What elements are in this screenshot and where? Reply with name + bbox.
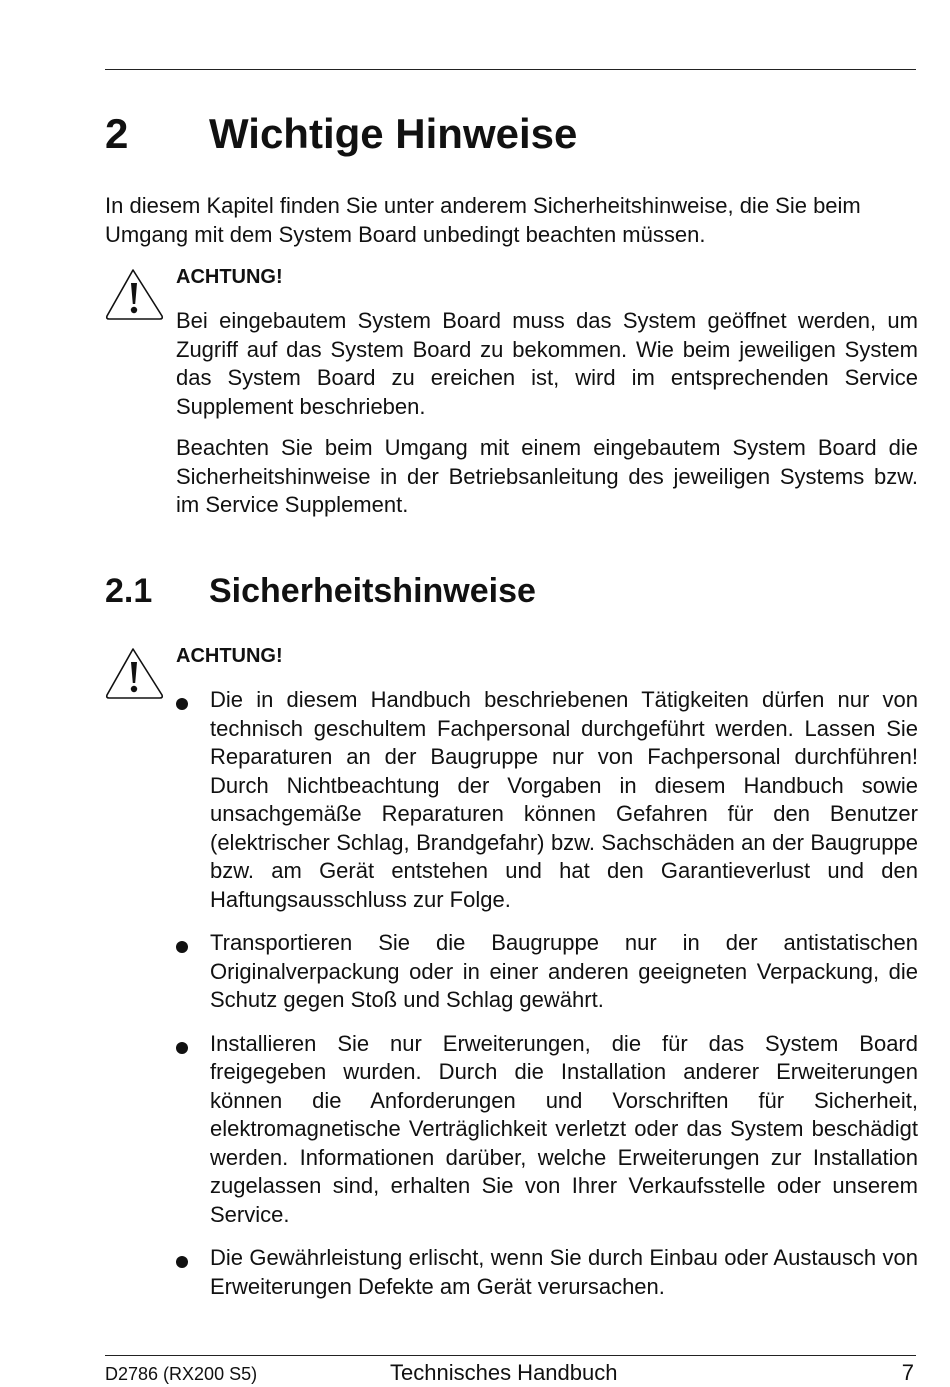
footer-rule bbox=[105, 1355, 916, 1356]
page-number: 7 bbox=[901, 1360, 914, 1385]
bullet-text: Transportieren Sie die Baugruppe nur in der antistatischen Originalverpackung oder in einer anderen geeigneten Verpackung, die Schutz gegen Stoß und Schlag gewährt. bbox=[210, 930, 918, 1012]
footer-title: Technisches Handbuch bbox=[390, 1360, 618, 1385]
warning-label: ACHTUNG! bbox=[176, 645, 283, 667]
warning-triangle-icon bbox=[104, 645, 164, 701]
chapter-number: 2 bbox=[105, 110, 129, 157]
list-item bbox=[176, 1030, 918, 1230]
bullet-icon bbox=[176, 1256, 188, 1268]
section-title bbox=[105, 570, 536, 612]
list-item bbox=[176, 686, 918, 914]
footer-model: D2786 (RX200 S5) bbox=[105, 1364, 258, 1384]
bullet-text: Die in diesem Handbuch beschriebenen Tätigkeiten dürfen nur von technisch geschultem Fachpersonal durchgeführt werden. Lassen Sie Reparaturen an der Baugruppe nur von Fachpersonal durchführen! Durch Nichtbeachtung der Vorgaben in diesem Handbuch sowie unsachgemäße Reparaturen können Gefahren für den Benutzer (elektrischer Schlag, Brandgefahr) bzw. Sachschäden an der Baugruppe bzw. am Gerät entstehen und hat den Garantieverlust und den Haftungsausschluss zur Folge. bbox=[210, 687, 918, 912]
bullet-icon bbox=[176, 1042, 188, 1054]
section-title-text: Sicherheitshinweise bbox=[209, 572, 536, 610]
bullet-text: Installieren Sie nur Erweiterungen, die für das System Board freigegeben wurden. Durch die Installation anderer Erweiterungen können die Anforderungen und Vorschriften für Sicherheit, elektromagnetische Verträglichkeit verletzt oder das System beschädigt werden. Informationen darüber, welche Erweiterungen zur Installation zugelassen sind, erhalten Sie von Ihrer Verkaufsstelle oder unserem Service. bbox=[210, 1030, 918, 1227]
bullet-icon bbox=[176, 941, 188, 953]
section-number: 2.1 bbox=[105, 572, 153, 610]
warning-triangle-icon bbox=[104, 266, 164, 322]
chapter-intro: In diesem Kapitel finden Sie unter anderem Sicherheitshinweise, die Sie beim Umgang mit dem System Board unbedingt beachten müssen. bbox=[105, 193, 861, 247]
list-item bbox=[176, 929, 918, 1015]
chapter-title bbox=[105, 108, 577, 160]
warning-paragraph: Bei eingebautem System Board muss das System geöffnet werden, um Zugriff auf das System Board zu bekommen. Wie beim jeweiligen System das System Board zu ereichen ist, wird im entsprechenden Service Supplement beschrieben. bbox=[176, 308, 918, 419]
header-rule bbox=[105, 69, 916, 70]
list-item bbox=[176, 1244, 918, 1301]
warning-paragraph: Beachten Sie beim Umgang mit einem eingebautem System Board die Sicherheitshinweise in der Betriebsanleitung des jeweiligen Systems bzw. im Service Supplement. bbox=[176, 435, 918, 517]
safety-bullet-list bbox=[176, 686, 918, 1316]
bullet-text: Die Gewährleistung erlischt, wenn Sie durch Einbau oder Austausch von Erweiterungen Defekte am Gerät verursachen. bbox=[210, 1245, 918, 1299]
warning-label: ACHTUNG! bbox=[176, 266, 283, 288]
bullet-icon bbox=[176, 698, 188, 710]
chapter-title-text: Wichtige Hinweise bbox=[209, 110, 578, 157]
